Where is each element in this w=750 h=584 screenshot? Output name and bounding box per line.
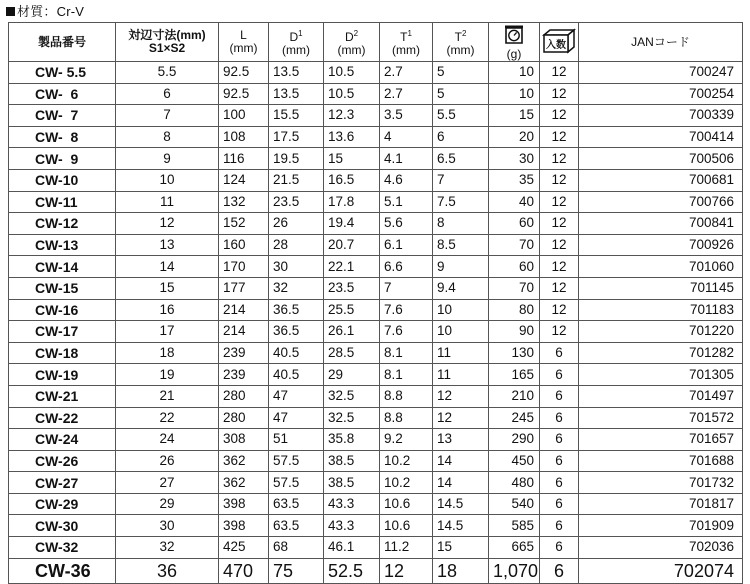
cell-T1: 6.6 (380, 256, 433, 278)
cell-jan: 701732 (579, 472, 743, 494)
cell-size: 5.5 (116, 62, 219, 84)
header-D2-base: D (344, 30, 354, 44)
cell-jan: 700339 (579, 105, 743, 127)
cell-D1: 28 (269, 234, 324, 256)
cell-qty: 6 (540, 364, 579, 386)
cell-jan: 701657 (579, 429, 743, 451)
cell-weight: 245 (489, 407, 540, 429)
cell-L: 280 (219, 407, 269, 429)
cell-qty: 12 (540, 148, 579, 170)
cell-T2: 6 (433, 126, 489, 148)
cell-T1: 12 (380, 558, 433, 583)
cell-D1: 26 (269, 213, 324, 235)
cell-D1: 19.5 (269, 148, 324, 170)
table-row (9, 537, 743, 559)
cell-T2: 5 (433, 62, 489, 84)
cell-L: 92.5 (219, 62, 269, 84)
cell-qty: 12 (540, 234, 579, 256)
cell-D2: 46.1 (324, 537, 380, 559)
table-row (9, 429, 743, 451)
table-row (9, 450, 743, 472)
cell-D2: 19.4 (324, 213, 380, 235)
cell-T1: 5.1 (380, 191, 433, 213)
cell-T1: 10.6 (380, 515, 433, 537)
cell-D1: 40.5 (269, 364, 324, 386)
cell-jan: 700414 (579, 126, 743, 148)
cell-jan: 700254 (579, 83, 743, 105)
cell-T1: 9.2 (380, 429, 433, 451)
cell-D1: 75 (269, 558, 324, 583)
cell-model: CW-12 (9, 213, 116, 235)
header-L (219, 23, 269, 62)
cell-T2: 14.5 (433, 493, 489, 515)
header-row (9, 23, 743, 62)
cell-T2: 13 (433, 429, 489, 451)
cell-L: 214 (219, 299, 269, 321)
cell-size: 9 (116, 148, 219, 170)
cell-T1: 8.8 (380, 407, 433, 429)
cell-jan: 701572 (579, 407, 743, 429)
cell-D1: 13.5 (269, 62, 324, 84)
cell-T2: 7 (433, 169, 489, 191)
cell-L: 177 (219, 277, 269, 299)
cell-L: 214 (219, 321, 269, 343)
table-row (9, 169, 743, 191)
cell-model: CW- 6 (9, 83, 116, 105)
cell-T2: 11 (433, 342, 489, 364)
cell-D2: 29 (324, 364, 380, 386)
cell-L: 398 (219, 493, 269, 515)
cell-size: 16 (116, 299, 219, 321)
cell-D2: 32.5 (324, 407, 380, 429)
cell-D2: 38.5 (324, 472, 380, 494)
cell-T1: 10.2 (380, 472, 433, 494)
quantity-box-icon (542, 27, 576, 58)
cell-T2: 14 (433, 472, 489, 494)
cell-D2: 25.5 (324, 299, 380, 321)
table-row (9, 213, 743, 235)
cell-T2: 14 (433, 450, 489, 472)
header-D1-base: D (289, 30, 299, 44)
cell-L: 239 (219, 342, 269, 364)
cell-size: 29 (116, 493, 219, 515)
cell-jan: 700841 (579, 213, 743, 235)
cell-size: 21 (116, 385, 219, 407)
cell-T1: 7.6 (380, 321, 433, 343)
quantity-icon-text: 入数 (546, 39, 566, 51)
header-T1 (380, 23, 433, 62)
cell-weight: 60 (489, 256, 540, 278)
header-jan: JANコード (579, 23, 743, 62)
material-label (6, 2, 84, 22)
spec-table (8, 22, 743, 584)
cell-model: CW-11 (9, 191, 116, 213)
table-row (9, 256, 743, 278)
cell-jan: 702036 (579, 537, 743, 559)
cell-model: CW-22 (9, 407, 116, 429)
table-row (9, 148, 743, 170)
cell-weight: 90 (489, 321, 540, 343)
cell-L: 160 (219, 234, 269, 256)
cell-T2: 10 (433, 299, 489, 321)
cell-D2: 10.5 (324, 83, 380, 105)
cell-D1: 32 (269, 277, 324, 299)
header-size-line2: S1×S2 (148, 41, 186, 55)
cell-size: 18 (116, 342, 219, 364)
black-square-icon (6, 7, 15, 16)
cell-L: 132 (219, 191, 269, 213)
cell-D1: 30 (269, 256, 324, 278)
header-T1-sup: 1 (407, 29, 412, 38)
weight-scale-icon (503, 23, 525, 48)
header-D1-unit: (mm) (282, 43, 310, 57)
cell-D2: 52.5 (324, 558, 380, 583)
cell-model: CW-32 (9, 537, 116, 559)
cell-model: CW-14 (9, 256, 116, 278)
cell-jan: 701817 (579, 493, 743, 515)
cell-size: 13 (116, 234, 219, 256)
cell-qty: 6 (540, 515, 579, 537)
cell-T1: 8.1 (380, 342, 433, 364)
cell-D2: 13.6 (324, 126, 380, 148)
cell-T1: 5.6 (380, 213, 433, 235)
cell-T1: 10.2 (380, 450, 433, 472)
cell-weight: 480 (489, 472, 540, 494)
table-row (9, 83, 743, 105)
cell-D2: 43.3 (324, 515, 380, 537)
cell-model: CW-30 (9, 515, 116, 537)
cell-L: 425 (219, 537, 269, 559)
table-row (9, 385, 743, 407)
cell-weight: 165 (489, 364, 540, 386)
cell-qty: 12 (540, 169, 579, 191)
header-L-unit: (mm) (229, 41, 258, 55)
header-weight-unit: (g) (506, 47, 522, 61)
header-D1 (269, 23, 324, 62)
cell-L: 152 (219, 213, 269, 235)
cell-D1: 15.5 (269, 105, 324, 127)
cell-model: CW-17 (9, 321, 116, 343)
cell-model: CW-16 (9, 299, 116, 321)
cell-T1: 6.1 (380, 234, 433, 256)
cell-D1: 47 (269, 407, 324, 429)
cell-weight: 130 (489, 342, 540, 364)
cell-D2: 20.7 (324, 234, 380, 256)
cell-jan: 702074 (579, 558, 743, 583)
cell-D1: 17.5 (269, 126, 324, 148)
table-row (9, 342, 743, 364)
cell-jan: 700247 (579, 62, 743, 84)
cell-weight: 290 (489, 429, 540, 451)
cell-T2: 5.5 (433, 105, 489, 127)
cell-D2: 16.5 (324, 169, 380, 191)
table-row (9, 62, 743, 84)
cell-size: 24 (116, 429, 219, 451)
header-T2 (433, 23, 489, 62)
cell-size: 26 (116, 450, 219, 472)
cell-weight: 70 (489, 277, 540, 299)
cell-L: 108 (219, 126, 269, 148)
cell-size: 11 (116, 191, 219, 213)
cell-qty: 12 (540, 62, 579, 84)
cell-T1: 4.1 (380, 148, 433, 170)
table-row (9, 234, 743, 256)
table-row (9, 299, 743, 321)
table-row (9, 407, 743, 429)
cell-T2: 5 (433, 83, 489, 105)
cell-T1: 4 (380, 126, 433, 148)
cell-jan: 701183 (579, 299, 743, 321)
cell-T2: 12 (433, 385, 489, 407)
cell-T2: 6.5 (433, 148, 489, 170)
cell-D1: 13.5 (269, 83, 324, 105)
cell-T1: 3.5 (380, 105, 433, 127)
cell-T2: 11 (433, 364, 489, 386)
cell-weight: 1,070 (489, 558, 540, 583)
cell-T2: 12 (433, 407, 489, 429)
cell-model: CW- 9 (9, 148, 116, 170)
cell-model: CW-15 (9, 277, 116, 299)
cell-D2: 38.5 (324, 450, 380, 472)
table-row (9, 105, 743, 127)
cell-weight: 450 (489, 450, 540, 472)
cell-jan: 701220 (579, 321, 743, 343)
cell-size: 14 (116, 256, 219, 278)
cell-T1: 7 (380, 277, 433, 299)
cell-size: 22 (116, 407, 219, 429)
cell-D2: 32.5 (324, 385, 380, 407)
cell-jan: 701305 (579, 364, 743, 386)
header-size (116, 23, 219, 62)
cell-D2: 15 (324, 148, 380, 170)
cell-D1: 63.5 (269, 493, 324, 515)
cell-size: 27 (116, 472, 219, 494)
cell-weight: 20 (489, 126, 540, 148)
table-row (9, 493, 743, 515)
cell-weight: 10 (489, 62, 540, 84)
cell-D2: 12.3 (324, 105, 380, 127)
cell-model: CW-29 (9, 493, 116, 515)
cell-qty: 6 (540, 450, 579, 472)
cell-model: CW- 5.5 (9, 62, 116, 84)
cell-qty: 12 (540, 191, 579, 213)
cell-T2: 8 (433, 213, 489, 235)
cell-jan: 701282 (579, 342, 743, 364)
cell-model: CW- 8 (9, 126, 116, 148)
cell-T1: 8.8 (380, 385, 433, 407)
cell-L: 116 (219, 148, 269, 170)
cell-L: 239 (219, 364, 269, 386)
cell-weight: 35 (489, 169, 540, 191)
cell-jan: 700766 (579, 191, 743, 213)
cell-L: 124 (219, 169, 269, 191)
cell-L: 308 (219, 429, 269, 451)
header-T1-base: T (400, 30, 408, 44)
cell-size: 8 (116, 126, 219, 148)
cell-jan: 700506 (579, 148, 743, 170)
cell-size: 10 (116, 169, 219, 191)
cell-jan: 701060 (579, 256, 743, 278)
cell-D2: 10.5 (324, 62, 380, 84)
cell-model: CW-18 (9, 342, 116, 364)
cell-size: 36 (116, 558, 219, 583)
table-row (9, 364, 743, 386)
cell-D1: 68 (269, 537, 324, 559)
cell-L: 92.5 (219, 83, 269, 105)
cell-D1: 23.5 (269, 191, 324, 213)
cell-qty: 12 (540, 321, 579, 343)
table-row (9, 321, 743, 343)
table-row (9, 277, 743, 299)
table-row (9, 126, 743, 148)
cell-weight: 10 (489, 83, 540, 105)
cell-model: CW-27 (9, 472, 116, 494)
cell-L: 362 (219, 472, 269, 494)
cell-T1: 11.2 (380, 537, 433, 559)
cell-D2: 26.1 (324, 321, 380, 343)
cell-L: 470 (219, 558, 269, 583)
cell-D1: 36.5 (269, 321, 324, 343)
header-D2-sup: 2 (353, 29, 359, 38)
cell-jan: 700926 (579, 234, 743, 256)
cell-D1: 57.5 (269, 472, 324, 494)
cell-size: 32 (116, 537, 219, 559)
cell-D2: 17.8 (324, 191, 380, 213)
cell-D1: 21.5 (269, 169, 324, 191)
cell-jan: 700681 (579, 169, 743, 191)
cell-D1: 51 (269, 429, 324, 451)
header-D2-unit: (mm) (337, 43, 366, 57)
cell-T2: 18 (433, 558, 489, 583)
cell-T2: 9 (433, 256, 489, 278)
cell-jan: 701909 (579, 515, 743, 537)
cell-weight: 80 (489, 299, 540, 321)
table-row (9, 515, 743, 537)
cell-qty: 6 (540, 385, 579, 407)
cell-weight: 585 (489, 515, 540, 537)
header-T2-base: T (454, 30, 462, 44)
table-row (9, 472, 743, 494)
cell-weight: 40 (489, 191, 540, 213)
cell-L: 362 (219, 450, 269, 472)
cell-T2: 10 (433, 321, 489, 343)
cell-D2: 28.5 (324, 342, 380, 364)
header-D2 (324, 23, 380, 62)
cell-D2: 23.5 (324, 277, 380, 299)
cell-qty: 12 (540, 105, 579, 127)
cell-D2: 43.3 (324, 493, 380, 515)
cell-model: CW-36 (9, 558, 116, 583)
cell-jan: 701145 (579, 277, 743, 299)
cell-T2: 9.4 (433, 277, 489, 299)
header-L-label: L (240, 28, 247, 42)
cell-size: 17 (116, 321, 219, 343)
cell-qty: 6 (540, 537, 579, 559)
cell-qty: 6 (540, 342, 579, 364)
cell-D1: 63.5 (269, 515, 324, 537)
cell-T2: 15 (433, 537, 489, 559)
cell-qty: 12 (540, 213, 579, 235)
cell-L: 398 (219, 515, 269, 537)
cell-T2: 14.5 (433, 515, 489, 537)
cell-D2: 35.8 (324, 429, 380, 451)
header-D1-sup: 1 (298, 29, 303, 38)
cell-T2: 7.5 (433, 191, 489, 213)
cell-L: 170 (219, 256, 269, 278)
table-row (9, 558, 743, 583)
material-text: 材質：Cr-V (17, 4, 85, 19)
cell-qty: 12 (540, 256, 579, 278)
cell-model: CW-21 (9, 385, 116, 407)
header-weight (489, 23, 540, 62)
cell-weight: 540 (489, 493, 540, 515)
cell-model: CW-26 (9, 450, 116, 472)
cell-size: 15 (116, 277, 219, 299)
cell-weight: 60 (489, 213, 540, 235)
header-qty (540, 23, 579, 62)
header-T2-unit: (mm) (446, 43, 475, 57)
cell-D1: 40.5 (269, 342, 324, 364)
cell-T1: 2.7 (380, 62, 433, 84)
cell-T1: 7.6 (380, 299, 433, 321)
header-size-line1: 対辺寸法(mm) (128, 28, 206, 42)
cell-weight: 665 (489, 537, 540, 559)
cell-D1: 36.5 (269, 299, 324, 321)
header-product-no: 製品番号 (9, 23, 116, 62)
cell-T1: 2.7 (380, 83, 433, 105)
cell-weight: 15 (489, 105, 540, 127)
cell-qty: 12 (540, 126, 579, 148)
cell-qty: 6 (540, 558, 579, 583)
cell-size: 6 (116, 83, 219, 105)
cell-model: CW-24 (9, 429, 116, 451)
cell-qty: 12 (540, 277, 579, 299)
cell-qty: 6 (540, 493, 579, 515)
cell-T2: 8.5 (433, 234, 489, 256)
cell-qty: 6 (540, 472, 579, 494)
header-T1-unit: (mm) (392, 43, 420, 57)
cell-D1: 47 (269, 385, 324, 407)
cell-weight: 70 (489, 234, 540, 256)
cell-size: 19 (116, 364, 219, 386)
cell-model: CW-13 (9, 234, 116, 256)
cell-model: CW- 7 (9, 105, 116, 127)
cell-D1: 57.5 (269, 450, 324, 472)
cell-size: 30 (116, 515, 219, 537)
cell-D2: 22.1 (324, 256, 380, 278)
cell-L: 100 (219, 105, 269, 127)
cell-qty: 6 (540, 429, 579, 451)
cell-jan: 701688 (579, 450, 743, 472)
table-row (9, 191, 743, 213)
cell-qty: 6 (540, 407, 579, 429)
cell-qty: 12 (540, 299, 579, 321)
cell-size: 12 (116, 213, 219, 235)
cell-size: 7 (116, 105, 219, 127)
cell-weight: 210 (489, 385, 540, 407)
cell-L: 280 (219, 385, 269, 407)
cell-weight: 30 (489, 148, 540, 170)
header-T2-sup: 2 (461, 29, 467, 38)
cell-T1: 4.6 (380, 169, 433, 191)
cell-jan: 701497 (579, 385, 743, 407)
cell-model: CW-19 (9, 364, 116, 386)
cell-qty: 12 (540, 83, 579, 105)
cell-T1: 10.6 (380, 493, 433, 515)
cell-model: CW-10 (9, 169, 116, 191)
cell-T1: 8.1 (380, 364, 433, 386)
